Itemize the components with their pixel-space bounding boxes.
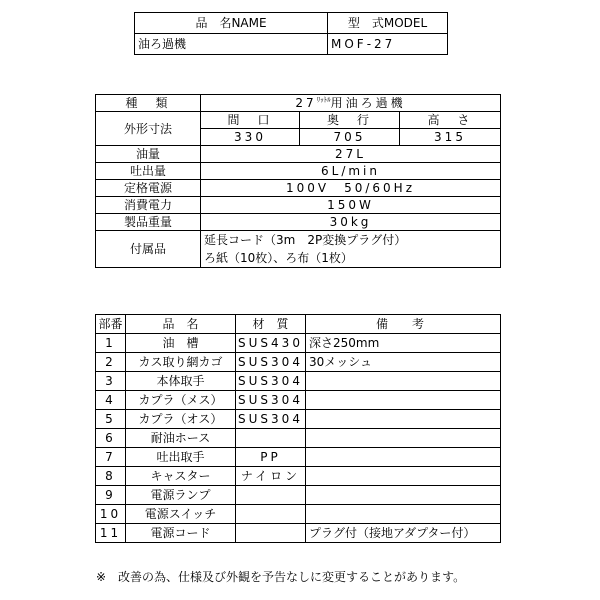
type-value [201, 95, 501, 112]
part-note: プラグ付（接地アダプター付） [306, 524, 501, 543]
part-name: 電源ランプ [126, 486, 236, 505]
table-row [96, 505, 501, 524]
part-name: 耐油ホース [126, 429, 236, 448]
part-note [306, 486, 501, 505]
spec-row-consumption [96, 197, 501, 214]
part-material: ナイロン [236, 467, 306, 486]
part-note: 深さ250mm [306, 334, 501, 353]
parts-header-material: 材 質 [236, 315, 306, 334]
depth-label: 奥 行 [300, 112, 400, 129]
part-note [306, 505, 501, 524]
part-note [306, 410, 501, 429]
spec-row-type [96, 95, 501, 112]
name-header: 品 名NAME [135, 13, 328, 34]
model-table [134, 12, 448, 55]
model-number: MOF-27 [328, 34, 448, 55]
table-row [96, 524, 501, 543]
part-number: 1 [96, 334, 126, 353]
part-number: 7 [96, 448, 126, 467]
table-row [96, 353, 501, 372]
part-material: SUS304 [236, 372, 306, 391]
part-name: カプラ（オス） [126, 410, 236, 429]
part-number: 10 [96, 505, 126, 524]
parts-header-name: 品 名 [126, 315, 236, 334]
part-number: 2 [96, 353, 126, 372]
spec-row-oil [96, 146, 501, 163]
footnote: ※ 改善の為、仕様及び外観を予告なしに変更することがあります。 [96, 570, 466, 584]
accessories-line1: 延長コード（3m 2P変換プラグ付） [204, 233, 407, 247]
type-label: 種 類 [96, 95, 201, 112]
table-row [96, 486, 501, 505]
part-material: SUS304 [236, 353, 306, 372]
weight-label: 製品重量 [96, 214, 201, 231]
oil-label: 油量 [96, 146, 201, 163]
part-note [306, 372, 501, 391]
part-number: 11 [96, 524, 126, 543]
table-row [96, 372, 501, 391]
type-value-rest: 用油ろ過機 [330, 96, 406, 110]
part-note [306, 429, 501, 448]
height-value: 315 [400, 129, 501, 146]
part-name: 電源コード [126, 524, 236, 543]
accessories-label: 付属品 [96, 231, 201, 268]
table-row [96, 334, 501, 353]
table-row [96, 448, 501, 467]
part-name: 油 槽 [126, 334, 236, 353]
part-number: 6 [96, 429, 126, 448]
parts-header-row [96, 315, 501, 334]
part-material: SUS430 [236, 334, 306, 353]
spec-row-discharge [96, 163, 501, 180]
part-material: SUS304 [236, 410, 306, 429]
spec-row-dimension-labels [96, 112, 501, 129]
table-row [96, 391, 501, 410]
parts-header-no: 部番 [96, 315, 126, 334]
accessories-line2: ろ紙（10枚）、ろ布（1枚） [204, 251, 353, 265]
part-name: キャスター [126, 467, 236, 486]
type-value-num: 27 [295, 96, 317, 110]
parts-header-note: 備 考 [306, 315, 501, 334]
spec-row-power [96, 180, 501, 197]
table-row [96, 429, 501, 448]
part-number: 9 [96, 486, 126, 505]
consumption-value: 150W [201, 197, 501, 214]
model-header: 型 式MODEL [328, 13, 448, 34]
part-note: 30メッシュ [306, 353, 501, 372]
weight-value: 30kg [201, 214, 501, 231]
power-label: 定格電源 [96, 180, 201, 197]
parts-table [95, 314, 501, 543]
spec-row-accessories [96, 231, 501, 268]
consumption-label: 消費電力 [96, 197, 201, 214]
type-value-unit: ﾘｯﾄﾙ [316, 96, 331, 104]
part-number: 8 [96, 467, 126, 486]
part-number: 3 [96, 372, 126, 391]
part-material: PP [236, 448, 306, 467]
spec-table [95, 94, 501, 268]
part-material [236, 524, 306, 543]
part-note [306, 467, 501, 486]
depth-value: 705 [300, 129, 400, 146]
part-material: SUS304 [236, 391, 306, 410]
part-name: 本体取手 [126, 372, 236, 391]
dimensions-label: 外形寸法 [96, 112, 201, 146]
part-note [306, 448, 501, 467]
part-number: 4 [96, 391, 126, 410]
accessories-value [201, 231, 501, 268]
part-material [236, 486, 306, 505]
part-name: 電源スイッチ [126, 505, 236, 524]
discharge-label: 吐出量 [96, 163, 201, 180]
width-label: 間 口 [201, 112, 300, 129]
part-name: カプラ（メス） [126, 391, 236, 410]
part-name: カス取り網カゴ [126, 353, 236, 372]
part-note [306, 391, 501, 410]
power-value: 100V 50/60Hz [201, 180, 501, 197]
part-material [236, 429, 306, 448]
spec-row-weight [96, 214, 501, 231]
part-name: 吐出取手 [126, 448, 236, 467]
table-row [96, 410, 501, 429]
table-row [96, 467, 501, 486]
part-number: 5 [96, 410, 126, 429]
part-material [236, 505, 306, 524]
model-table-header-row [135, 13, 448, 34]
discharge-value: 6L/min [201, 163, 501, 180]
parts-table-body [96, 334, 501, 543]
model-table-value-row [135, 34, 448, 55]
height-label: 高 さ [400, 112, 501, 129]
product-name: 油ろ過機 [135, 34, 328, 55]
oil-value: 27L [201, 146, 501, 163]
width-value: 330 [201, 129, 300, 146]
